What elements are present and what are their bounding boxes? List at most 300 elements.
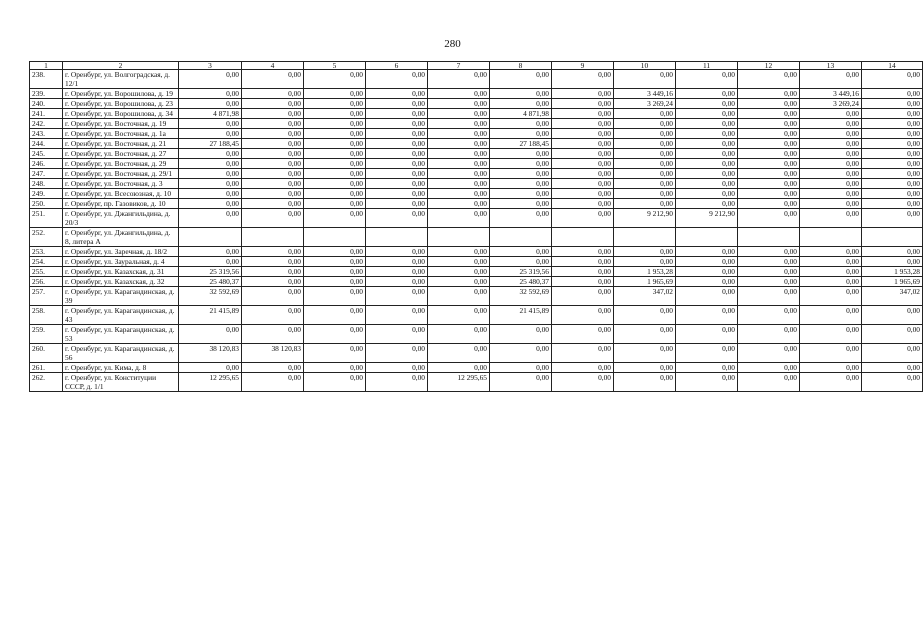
value-cell: 0,00 <box>366 363 428 373</box>
value-cell: 32 592,69 <box>490 287 552 306</box>
value-cell <box>552 228 614 247</box>
value-cell: 0,00 <box>179 325 242 344</box>
value-cell: 0,00 <box>366 199 428 209</box>
value-cell: 0,00 <box>800 209 862 228</box>
value-cell: 0,00 <box>428 247 490 257</box>
value-cell: 0,00 <box>179 159 242 169</box>
value-cell: 21 415,89 <box>179 306 242 325</box>
value-cell: 0,00 <box>304 287 366 306</box>
value-cell: 0,00 <box>242 70 304 89</box>
column-header: 12 <box>738 62 800 70</box>
address-cell: г. Оренбург, ул. Ворошилова, д. 19 <box>63 89 179 99</box>
value-cell: 0,00 <box>490 189 552 199</box>
column-header: 5 <box>304 62 366 70</box>
address-cell: г. Оренбург, ул. Ворошилова, д. 34 <box>63 109 179 119</box>
value-cell: 0,00 <box>552 199 614 209</box>
table-row <box>30 325 923 344</box>
value-cell: 0,00 <box>738 149 800 159</box>
value-cell: 0,00 <box>242 169 304 179</box>
table-row <box>30 247 923 257</box>
value-cell: 0,00 <box>428 169 490 179</box>
value-cell: 0,00 <box>428 209 490 228</box>
value-cell: 0,00 <box>366 169 428 179</box>
value-cell: 0,00 <box>614 149 676 159</box>
table-row <box>30 109 923 119</box>
row-number: 240. <box>30 99 63 109</box>
value-cell: 0,00 <box>490 149 552 159</box>
value-cell: 25 319,56 <box>179 267 242 277</box>
value-cell: 0,00 <box>800 189 862 199</box>
value-cell: 0,00 <box>179 179 242 189</box>
value-cell: 4 871,98 <box>179 109 242 119</box>
value-cell: 0,00 <box>552 209 614 228</box>
value-cell: 0,00 <box>242 109 304 119</box>
value-cell: 0,00 <box>614 306 676 325</box>
address-cell: г. Оренбург, ул. Карагандинская, д. 56 <box>63 344 179 363</box>
value-cell: 0,00 <box>738 99 800 109</box>
value-cell: 0,00 <box>304 277 366 287</box>
address-cell: г. Оренбург, ул. Заречная, д. 18/2 <box>63 247 179 257</box>
value-cell: 0,00 <box>862 306 923 325</box>
value-cell: 0,00 <box>490 344 552 363</box>
value-cell: 0,00 <box>552 257 614 267</box>
value-cell: 0,00 <box>738 70 800 89</box>
value-cell: 9 212,90 <box>614 209 676 228</box>
row-number: 246. <box>30 159 63 169</box>
value-cell: 0,00 <box>428 344 490 363</box>
value-cell: 0,00 <box>676 257 738 267</box>
row-number: 254. <box>30 257 63 267</box>
column-header: 6 <box>366 62 428 70</box>
row-number: 249. <box>30 189 63 199</box>
column-header: 8 <box>490 62 552 70</box>
value-cell: 0,00 <box>738 209 800 228</box>
value-cell: 0,00 <box>614 257 676 267</box>
row-number: 247. <box>30 169 63 179</box>
value-cell: 0,00 <box>366 247 428 257</box>
value-cell: 0,00 <box>738 363 800 373</box>
value-cell: 0,00 <box>800 267 862 277</box>
value-cell: 0,00 <box>676 267 738 277</box>
value-cell: 0,00 <box>179 169 242 179</box>
value-cell: 0,00 <box>428 267 490 277</box>
value-cell: 0,00 <box>738 199 800 209</box>
value-cell: 0,00 <box>614 109 676 119</box>
value-cell: 0,00 <box>179 119 242 129</box>
value-cell: 0,00 <box>552 70 614 89</box>
row-number: 262. <box>30 373 63 392</box>
table-row <box>30 89 923 99</box>
value-cell: 0,00 <box>614 247 676 257</box>
value-cell: 0,00 <box>304 363 366 373</box>
value-cell: 0,00 <box>614 70 676 89</box>
value-cell: 0,00 <box>738 139 800 149</box>
table-row <box>30 189 923 199</box>
value-cell: 0,00 <box>614 169 676 179</box>
value-cell: 0,00 <box>242 373 304 392</box>
row-number: 241. <box>30 109 63 119</box>
address-cell: г. Оренбург, пр. Газовиков, д. 10 <box>63 199 179 209</box>
value-cell: 0,00 <box>304 189 366 199</box>
value-cell: 0,00 <box>800 363 862 373</box>
value-cell: 0,00 <box>366 99 428 109</box>
value-cell: 0,00 <box>490 373 552 392</box>
column-header: 4 <box>242 62 304 70</box>
value-cell: 0,00 <box>800 199 862 209</box>
value-cell: 0,00 <box>800 344 862 363</box>
value-cell: 0,00 <box>490 99 552 109</box>
value-cell <box>304 228 366 247</box>
value-cell: 0,00 <box>676 373 738 392</box>
table-row <box>30 179 923 189</box>
address-cell: г. Оренбург, ул. Зауральная, д. 4 <box>63 257 179 267</box>
address-cell: г. Оренбург, ул. Восточная, д. 27 <box>63 149 179 159</box>
address-cell: г. Оренбург, ул. Восточная, д. 21 <box>63 139 179 149</box>
value-cell: 0,00 <box>738 89 800 99</box>
value-cell: 0,00 <box>242 306 304 325</box>
value-cell: 0,00 <box>304 159 366 169</box>
address-cell: г. Оренбург, ул. Восточная, д. 3 <box>63 179 179 189</box>
value-cell: 0,00 <box>428 99 490 109</box>
value-cell: 0,00 <box>676 363 738 373</box>
value-cell: 0,00 <box>242 189 304 199</box>
table-row <box>30 373 923 392</box>
value-cell: 0,00 <box>552 325 614 344</box>
value-cell: 0,00 <box>614 119 676 129</box>
value-cell: 3 269,24 <box>614 99 676 109</box>
value-cell: 0,00 <box>676 277 738 287</box>
value-cell: 0,00 <box>490 70 552 89</box>
value-cell: 0,00 <box>428 306 490 325</box>
row-number: 242. <box>30 119 63 129</box>
value-cell: 0,00 <box>366 344 428 363</box>
table-row <box>30 287 923 306</box>
address-cell: г. Оренбург, ул. Восточная, д. 1а <box>63 129 179 139</box>
value-cell: 0,00 <box>428 149 490 159</box>
table-row <box>30 159 923 169</box>
value-cell: 0,00 <box>800 129 862 139</box>
value-cell: 0,00 <box>676 70 738 89</box>
value-cell <box>676 228 738 247</box>
value-cell: 0,00 <box>428 119 490 129</box>
value-cell: 0,00 <box>614 159 676 169</box>
value-cell: 0,00 <box>242 159 304 169</box>
value-cell: 0,00 <box>552 267 614 277</box>
value-cell: 0,00 <box>366 159 428 169</box>
table-row <box>30 99 923 109</box>
value-cell: 0,00 <box>552 247 614 257</box>
value-cell: 0,00 <box>490 179 552 189</box>
value-cell: 0,00 <box>242 179 304 189</box>
value-cell: 0,00 <box>738 306 800 325</box>
value-cell: 0,00 <box>242 287 304 306</box>
value-cell: 0,00 <box>738 247 800 257</box>
row-number: 255. <box>30 267 63 277</box>
value-cell: 0,00 <box>366 179 428 189</box>
value-cell: 0,00 <box>366 119 428 129</box>
value-cell: 0,00 <box>552 189 614 199</box>
address-cell: г. Оренбург, ул. Казахская, д. 32 <box>63 277 179 287</box>
value-cell: 0,00 <box>552 159 614 169</box>
value-cell: 0,00 <box>614 139 676 149</box>
value-cell: 0,00 <box>862 247 923 257</box>
row-number: 257. <box>30 287 63 306</box>
value-cell: 0,00 <box>862 179 923 189</box>
row-number: 245. <box>30 149 63 159</box>
value-cell: 0,00 <box>676 129 738 139</box>
value-cell: 0,00 <box>552 99 614 109</box>
value-cell: 0,00 <box>428 363 490 373</box>
row-number: 244. <box>30 139 63 149</box>
value-cell: 0,00 <box>800 287 862 306</box>
value-cell: 0,00 <box>304 325 366 344</box>
value-cell: 0,00 <box>676 89 738 99</box>
value-cell: 0,00 <box>366 373 428 392</box>
value-cell: 0,00 <box>490 257 552 267</box>
value-cell: 0,00 <box>862 89 923 99</box>
value-cell: 0,00 <box>242 139 304 149</box>
value-cell: 0,00 <box>179 99 242 109</box>
value-cell: 0,00 <box>800 109 862 119</box>
value-cell: 0,00 <box>676 344 738 363</box>
value-cell: 0,00 <box>304 209 366 228</box>
value-cell: 0,00 <box>242 99 304 109</box>
table-row <box>30 228 923 247</box>
address-cell: г. Оренбург, ул. Кима, д. 8 <box>63 363 179 373</box>
value-cell: 4 871,98 <box>490 109 552 119</box>
row-number: 250. <box>30 199 63 209</box>
table-body <box>30 62 923 392</box>
value-cell: 38 120,83 <box>242 344 304 363</box>
value-cell: 0,00 <box>676 139 738 149</box>
value-cell: 3 449,16 <box>614 89 676 99</box>
value-cell: 0,00 <box>428 159 490 169</box>
value-cell: 0,00 <box>428 139 490 149</box>
value-cell: 0,00 <box>366 325 428 344</box>
value-cell: 1 953,28 <box>862 267 923 277</box>
row-number: 243. <box>30 129 63 139</box>
value-cell: 0,00 <box>738 373 800 392</box>
value-cell: 0,00 <box>552 129 614 139</box>
value-cell: 0,00 <box>552 89 614 99</box>
value-cell: 0,00 <box>304 267 366 277</box>
page-number: 280 <box>444 38 461 50</box>
value-cell: 1 965,69 <box>862 277 923 287</box>
value-cell: 0,00 <box>428 199 490 209</box>
value-cell: 0,00 <box>366 139 428 149</box>
value-cell: 0,00 <box>800 257 862 267</box>
value-cell: 0,00 <box>366 129 428 139</box>
column-header: 11 <box>676 62 738 70</box>
value-cell: 0,00 <box>676 287 738 306</box>
value-cell: 0,00 <box>862 149 923 159</box>
value-cell: 0,00 <box>800 306 862 325</box>
column-header: 13 <box>800 62 862 70</box>
value-cell: 0,00 <box>800 159 862 169</box>
value-cell: 0,00 <box>552 363 614 373</box>
value-cell: 0,00 <box>304 109 366 119</box>
address-cell: г. Оренбург, ул. Всесоюзная, д. 10 <box>63 189 179 199</box>
address-cell: г. Оренбург, ул. Карагандинская, д. 43 <box>63 306 179 325</box>
address-cell: г. Оренбург, ул. Конституции СССР, д. 1/1 <box>63 373 179 392</box>
column-header: 10 <box>614 62 676 70</box>
value-cell: 25 480,37 <box>179 277 242 287</box>
value-cell: 0,00 <box>862 363 923 373</box>
row-number: 261. <box>30 363 63 373</box>
value-cell: 0,00 <box>304 139 366 149</box>
value-cell: 0,00 <box>862 159 923 169</box>
value-cell: 9 212,90 <box>676 209 738 228</box>
value-cell: 0,00 <box>366 306 428 325</box>
value-cell: 0,00 <box>304 247 366 257</box>
value-cell: 0,00 <box>490 247 552 257</box>
value-cell: 0,00 <box>428 287 490 306</box>
value-cell <box>428 228 490 247</box>
value-cell: 0,00 <box>552 119 614 129</box>
value-cell: 0,00 <box>304 344 366 363</box>
value-cell: 0,00 <box>862 129 923 139</box>
value-cell: 0,00 <box>676 179 738 189</box>
value-cell: 0,00 <box>490 169 552 179</box>
value-cell: 0,00 <box>800 149 862 159</box>
value-cell: 0,00 <box>304 129 366 139</box>
value-cell: 12 295,65 <box>179 373 242 392</box>
table-row <box>30 139 923 149</box>
value-cell: 0,00 <box>800 277 862 287</box>
value-cell: 0,00 <box>179 89 242 99</box>
value-cell: 0,00 <box>242 129 304 139</box>
value-cell: 0,00 <box>366 89 428 99</box>
value-cell: 0,00 <box>366 277 428 287</box>
row-number: 256. <box>30 277 63 287</box>
value-cell: 0,00 <box>179 149 242 159</box>
table-row <box>30 149 923 159</box>
row-number: 248. <box>30 179 63 189</box>
table-row <box>30 209 923 228</box>
header-row <box>30 62 923 70</box>
value-cell: 0,00 <box>366 209 428 228</box>
value-cell: 0,00 <box>179 363 242 373</box>
value-cell: 0,00 <box>552 287 614 306</box>
value-cell <box>490 228 552 247</box>
value-cell: 0,00 <box>179 70 242 89</box>
value-cell: 0,00 <box>242 257 304 267</box>
value-cell: 3 449,16 <box>800 89 862 99</box>
value-cell: 0,00 <box>428 89 490 99</box>
value-cell: 0,00 <box>552 306 614 325</box>
value-cell: 0,00 <box>738 179 800 189</box>
value-cell: 0,00 <box>738 109 800 119</box>
value-cell: 0,00 <box>552 373 614 392</box>
value-cell: 0,00 <box>676 149 738 159</box>
table-row <box>30 199 923 209</box>
row-number: 252. <box>30 228 63 247</box>
value-cell: 0,00 <box>614 363 676 373</box>
table-row <box>30 70 923 89</box>
value-cell: 0,00 <box>614 325 676 344</box>
value-cell: 0,00 <box>490 159 552 169</box>
value-cell: 0,00 <box>552 139 614 149</box>
value-cell: 0,00 <box>800 325 862 344</box>
data-table <box>29 61 923 392</box>
value-cell: 0,00 <box>366 267 428 277</box>
table-row <box>30 169 923 179</box>
value-cell: 0,00 <box>428 257 490 267</box>
value-cell: 0,00 <box>179 129 242 139</box>
value-cell: 1 953,28 <box>614 267 676 277</box>
value-cell: 0,00 <box>800 169 862 179</box>
value-cell: 0,00 <box>738 159 800 169</box>
address-cell: г. Оренбург, ул. Восточная, д. 19 <box>63 119 179 129</box>
value-cell: 0,00 <box>862 169 923 179</box>
value-cell: 0,00 <box>552 277 614 287</box>
value-cell: 0,00 <box>490 209 552 228</box>
value-cell: 0,00 <box>179 189 242 199</box>
value-cell: 0,00 <box>614 344 676 363</box>
table-row <box>30 129 923 139</box>
value-cell <box>738 228 800 247</box>
value-cell: 0,00 <box>676 306 738 325</box>
column-header: 9 <box>552 62 614 70</box>
value-cell: 0,00 <box>862 344 923 363</box>
value-cell <box>242 228 304 247</box>
address-cell: г. Оренбург, ул. Ворошилова, д. 23 <box>63 99 179 109</box>
value-cell: 0,00 <box>242 89 304 99</box>
row-number: 258. <box>30 306 63 325</box>
value-cell: 3 269,24 <box>800 99 862 109</box>
value-cell: 0,00 <box>862 139 923 149</box>
value-cell: 0,00 <box>862 209 923 228</box>
value-cell: 0,00 <box>242 267 304 277</box>
value-cell: 0,00 <box>366 189 428 199</box>
value-cell: 0,00 <box>242 363 304 373</box>
value-cell: 0,00 <box>304 306 366 325</box>
row-number: 260. <box>30 344 63 363</box>
value-cell: 0,00 <box>614 189 676 199</box>
value-cell: 0,00 <box>179 199 242 209</box>
value-cell: 0,00 <box>800 247 862 257</box>
value-cell: 0,00 <box>428 189 490 199</box>
value-cell: 0,00 <box>242 277 304 287</box>
value-cell: 0,00 <box>242 325 304 344</box>
value-cell: 0,00 <box>304 169 366 179</box>
value-cell: 0,00 <box>304 257 366 267</box>
address-cell: г. Оренбург, ул. Карагандинская, д. 53 <box>63 325 179 344</box>
value-cell: 0,00 <box>490 363 552 373</box>
row-number: 238. <box>30 70 63 89</box>
value-cell: 0,00 <box>304 89 366 99</box>
row-number: 253. <box>30 247 63 257</box>
value-cell <box>862 228 923 247</box>
value-cell: 25 319,56 <box>490 267 552 277</box>
value-cell: 0,00 <box>428 325 490 344</box>
value-cell: 0,00 <box>242 247 304 257</box>
value-cell: 0,00 <box>676 189 738 199</box>
value-cell: 0,00 <box>304 70 366 89</box>
table-row <box>30 267 923 277</box>
value-cell: 0,00 <box>179 257 242 267</box>
value-cell: 0,00 <box>242 149 304 159</box>
table-row <box>30 344 923 363</box>
value-cell: 0,00 <box>242 199 304 209</box>
value-cell: 0,00 <box>676 325 738 344</box>
value-cell: 0,00 <box>614 373 676 392</box>
value-cell: 0,00 <box>490 89 552 99</box>
value-cell: 0,00 <box>366 287 428 306</box>
value-cell: 0,00 <box>552 109 614 119</box>
value-cell: 0,00 <box>428 109 490 119</box>
value-cell: 0,00 <box>738 344 800 363</box>
